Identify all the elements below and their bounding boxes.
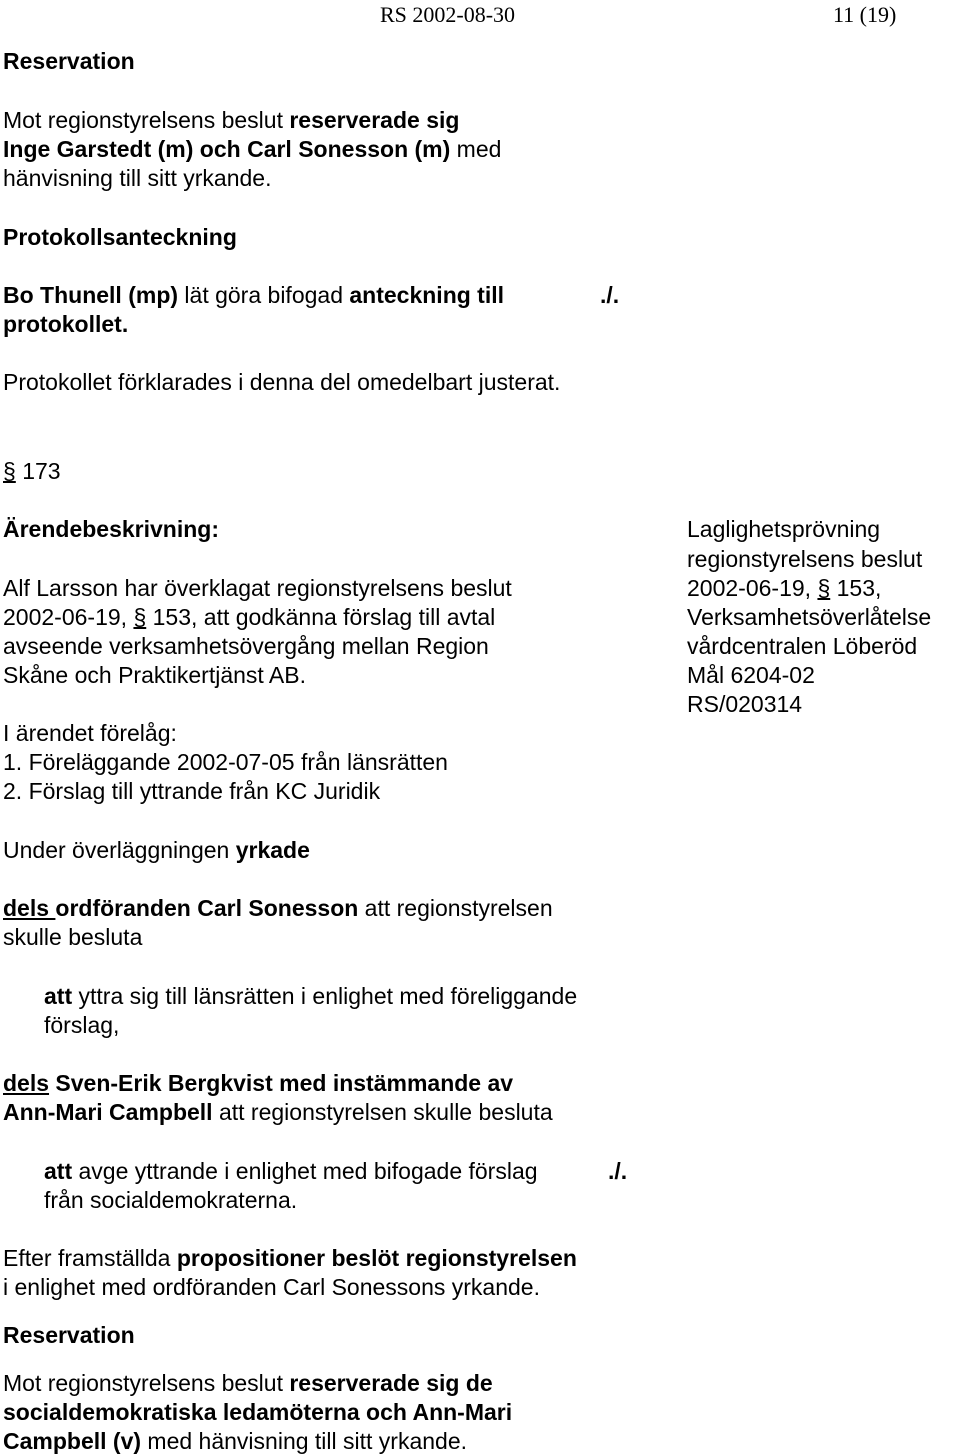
text-bold: Campbell (v) — [3, 1428, 142, 1454]
text-bold: Sven-Erik Bergkvist med instämmande av — [49, 1070, 514, 1096]
header-date: RS 2002-08-30 — [380, 2, 516, 27]
header-page-number: 11 (19) — [833, 2, 897, 27]
proposal-2-att-line-1 — [44, 1157, 538, 1186]
reservation-line-2 — [3, 135, 501, 164]
text: 153, — [830, 575, 882, 601]
attachment-mark-2: ./. — [608, 1158, 628, 1184]
text-bold: reserverade sig de — [289, 1370, 493, 1396]
reservation-line-1 — [3, 106, 459, 135]
debate-intro — [3, 836, 310, 865]
text-bold: Ann-Mari Campbell — [3, 1099, 213, 1125]
sidebar-line-2: regionstyrelsens beslut — [687, 546, 923, 572]
text: att regionstyrelsen skulle besluta — [212, 1099, 553, 1125]
forelag-item-2: 2. Förslag till yttrande från KC Juridik — [3, 778, 381, 804]
text-bold: propositioner beslöt regionstyrelsen — [176, 1245, 577, 1271]
text: avge yttrande i enlighet med bifogade förslag — [72, 1158, 538, 1184]
paragraph-number — [3, 457, 61, 486]
sidebar-line-7: RS/020314 — [687, 691, 803, 717]
arende-desc-4: Skåne och Praktikertjänst AB. — [3, 662, 306, 688]
sidebar-line-1: Laglighetsprövning — [687, 516, 881, 542]
text: Under överläggningen — [3, 837, 236, 863]
justerat-line: Protokollet förklarades i denna del omedelbart justerat. — [3, 369, 561, 395]
text: 153, att godkänna förslag till avtal — [146, 604, 496, 630]
reservation-2-line-1 — [3, 1369, 493, 1398]
text-bold: Inge Garstedt (m) och Carl Sonesson (m) — [3, 136, 451, 162]
text: Efter framställda — [3, 1245, 177, 1271]
dels-label: dels — [3, 895, 56, 921]
text-bold: anteckning till — [349, 282, 505, 308]
proposal-1-att-line-2: förslag, — [44, 1012, 120, 1038]
arende-desc-2 — [3, 603, 495, 632]
text: 2002-06-19, — [687, 575, 818, 601]
att-label: att — [44, 983, 73, 1009]
text: 2002-06-19, — [3, 604, 134, 630]
arende-desc-3: avseende verksamhetsövergång mellan Region — [3, 633, 489, 659]
arende-heading: Ärendebeskrivning: — [3, 516, 219, 542]
arende-desc-1: Alf Larsson har överklagat regionstyrelsens beslut — [3, 575, 512, 601]
text: med hänvisning till sitt yrkande. — [141, 1428, 468, 1454]
text: med — [450, 136, 502, 162]
proposal-1-att-line-1 — [44, 982, 577, 1011]
section-symbol: § — [133, 604, 147, 630]
sidebar-line-6: Mål 6204-02 — [687, 662, 815, 688]
decision-line-2: i enlighet med ordföranden Carl Sonessons yrkande. — [3, 1274, 540, 1300]
section-symbol: § — [817, 575, 831, 601]
proposal-1-line-2: skulle besluta — [3, 924, 143, 950]
dels-label: dels — [3, 1070, 50, 1096]
reservation-2-heading: Reservation — [3, 1322, 135, 1348]
text: att regionstyrelsen — [358, 895, 553, 921]
sidebar-line-5: vårdcentralen Löberöd — [687, 633, 918, 659]
text-bold: reserverade sig — [289, 107, 460, 133]
protokollsanteckning-heading: Protokollsanteckning — [3, 224, 237, 250]
decision-line-1 — [3, 1244, 577, 1273]
reservation-line-3: hänvisning till sitt yrkande. — [3, 165, 272, 191]
text: Mot regionstyrelsens beslut — [3, 1370, 290, 1396]
reservation-heading: Reservation — [3, 48, 135, 74]
proposal-2-line-1 — [3, 1069, 513, 1098]
sidebar-line-3 — [687, 574, 881, 603]
reservation-2-line-3 — [3, 1427, 467, 1456]
proposal-2-line-2 — [3, 1098, 553, 1127]
forelag-label: I ärendet förelåg: — [3, 720, 177, 746]
attachment-mark: ./. — [600, 282, 620, 308]
text: lät göra bifogad — [178, 282, 350, 308]
proposal-2-att-line-2: från socialdemokraterna. — [44, 1187, 298, 1213]
reservation-2-line-2: socialdemokratiska ledamöterna och Ann-Mari — [3, 1399, 513, 1425]
text-bold: ordföranden Carl Sonesson — [55, 895, 359, 921]
text-bold: Bo Thunell (mp) — [3, 282, 179, 308]
text-bold: yrkade — [235, 837, 310, 863]
att-label: att — [44, 1158, 73, 1184]
text: Mot regionstyrelsens beslut — [3, 107, 290, 133]
protokollsanteckning-line-1 — [3, 281, 504, 310]
proposal-1-line-1 — [3, 894, 553, 923]
sidebar-line-4: Verksamhetsöverlåtelse — [687, 604, 932, 630]
protokollsanteckning-line-2: protokollet. — [3, 311, 129, 337]
text: 173 — [22, 458, 61, 484]
section-symbol: § — [3, 458, 16, 484]
text: yttra sig till länsrätten i enlighet med föreliggande — [72, 983, 578, 1009]
forelag-item-1: 1. Föreläggande 2002-07-05 från länsrätten — [3, 749, 448, 775]
